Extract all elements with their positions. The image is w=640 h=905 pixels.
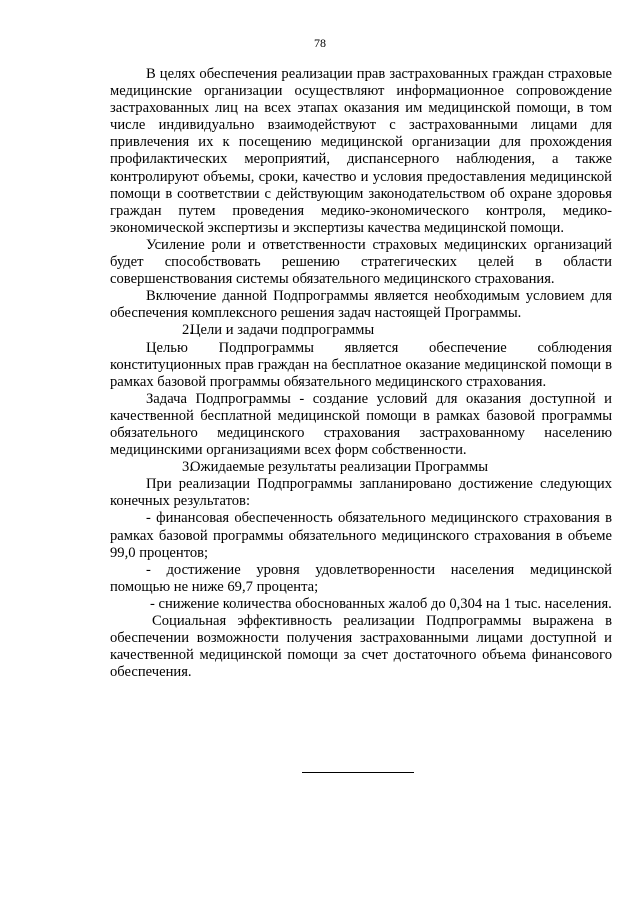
paragraph-goal: Целью Подпрограммы является обеспечение соблюдения конституционных прав граждан на бесплатное оказание медицинской помощи в рамках базовой программы обязательного медицинского страхования. (110, 339, 612, 390)
result-item-satisfaction: - достижение уровня удовлетворенности населения медицинской помощью не ниже 69,7 процента; (110, 561, 612, 595)
section-number: 3. (182, 459, 193, 476)
end-divider (302, 772, 414, 773)
paragraph-inclusion: Включение данной Подпрограммы является необходимым условием для обеспечения комплексного решения задач настоящей Программы. (110, 288, 612, 322)
paragraph-social-efficiency: Социальная эффективность реализации Подпрограммы выражена в обеспечении возможности получения застрахованными лицами доступной и качественной медицинской помощи за счет достаточного объема финансового обеспечения. (110, 613, 612, 681)
result-item-financing: - финансовая обеспеченность обязательного медицинского страхования в рамках базовой программы обязательного медицинского страхования в объеме 99,0 процентов; (110, 510, 612, 561)
section-title: Ожидаемые результаты реализации Программы (190, 459, 489, 476)
page-number: 78 (314, 36, 326, 50)
section-heading-results (110, 459, 612, 476)
result-item-complaints: - снижение количества обоснованных жалоб до 0,304 на 1 тыс. населения. (150, 595, 612, 612)
paragraph-insurers-role: В целях обеспечения реализации прав застрахованных граждан страховые медицинские организации осуществляют информационное сопровождение застрахованных лиц на всех этапах оказания им медицинской помощи, в том числе индивидуально взаимодействуют с застрахованными лицами для привлечения их к посещению медицинской организации для прохождения профилактических мероприятий, диспансерного наблюдения, а также контролируют объемы, сроки, качество и условия предоставления медицинской помощи в соответствии с действующим законодательством об охране здоровья граждан путем проведения медико-экономического контроля, медико-экономической экспертизы и экспертизы качества медицинской помощи. (110, 66, 612, 236)
section-title: Цели и задачи подпрограммы (190, 322, 375, 339)
section-number: 2. (182, 322, 193, 339)
paragraph-results-intro: При реализации Подпрограммы запланировано достижение следующих конечных результатов: (110, 476, 612, 510)
paragraph-strengthening-role: Усиление роли и ответственности страховых медицинских организаций будет способствовать решению стратегических целей в области совершенствования системы обязательного медицинского страхования. (110, 236, 612, 288)
document-body (110, 66, 612, 681)
paragraph-task: Задача Подпрограммы - создание условий для оказания доступной и качественной бесплатной медицинской помощи в рамках базовой программы обязательного медицинского страхования застрахованному населению медицинскими организациями всех форм собственности. (110, 390, 612, 459)
section-heading-goals (110, 322, 612, 339)
